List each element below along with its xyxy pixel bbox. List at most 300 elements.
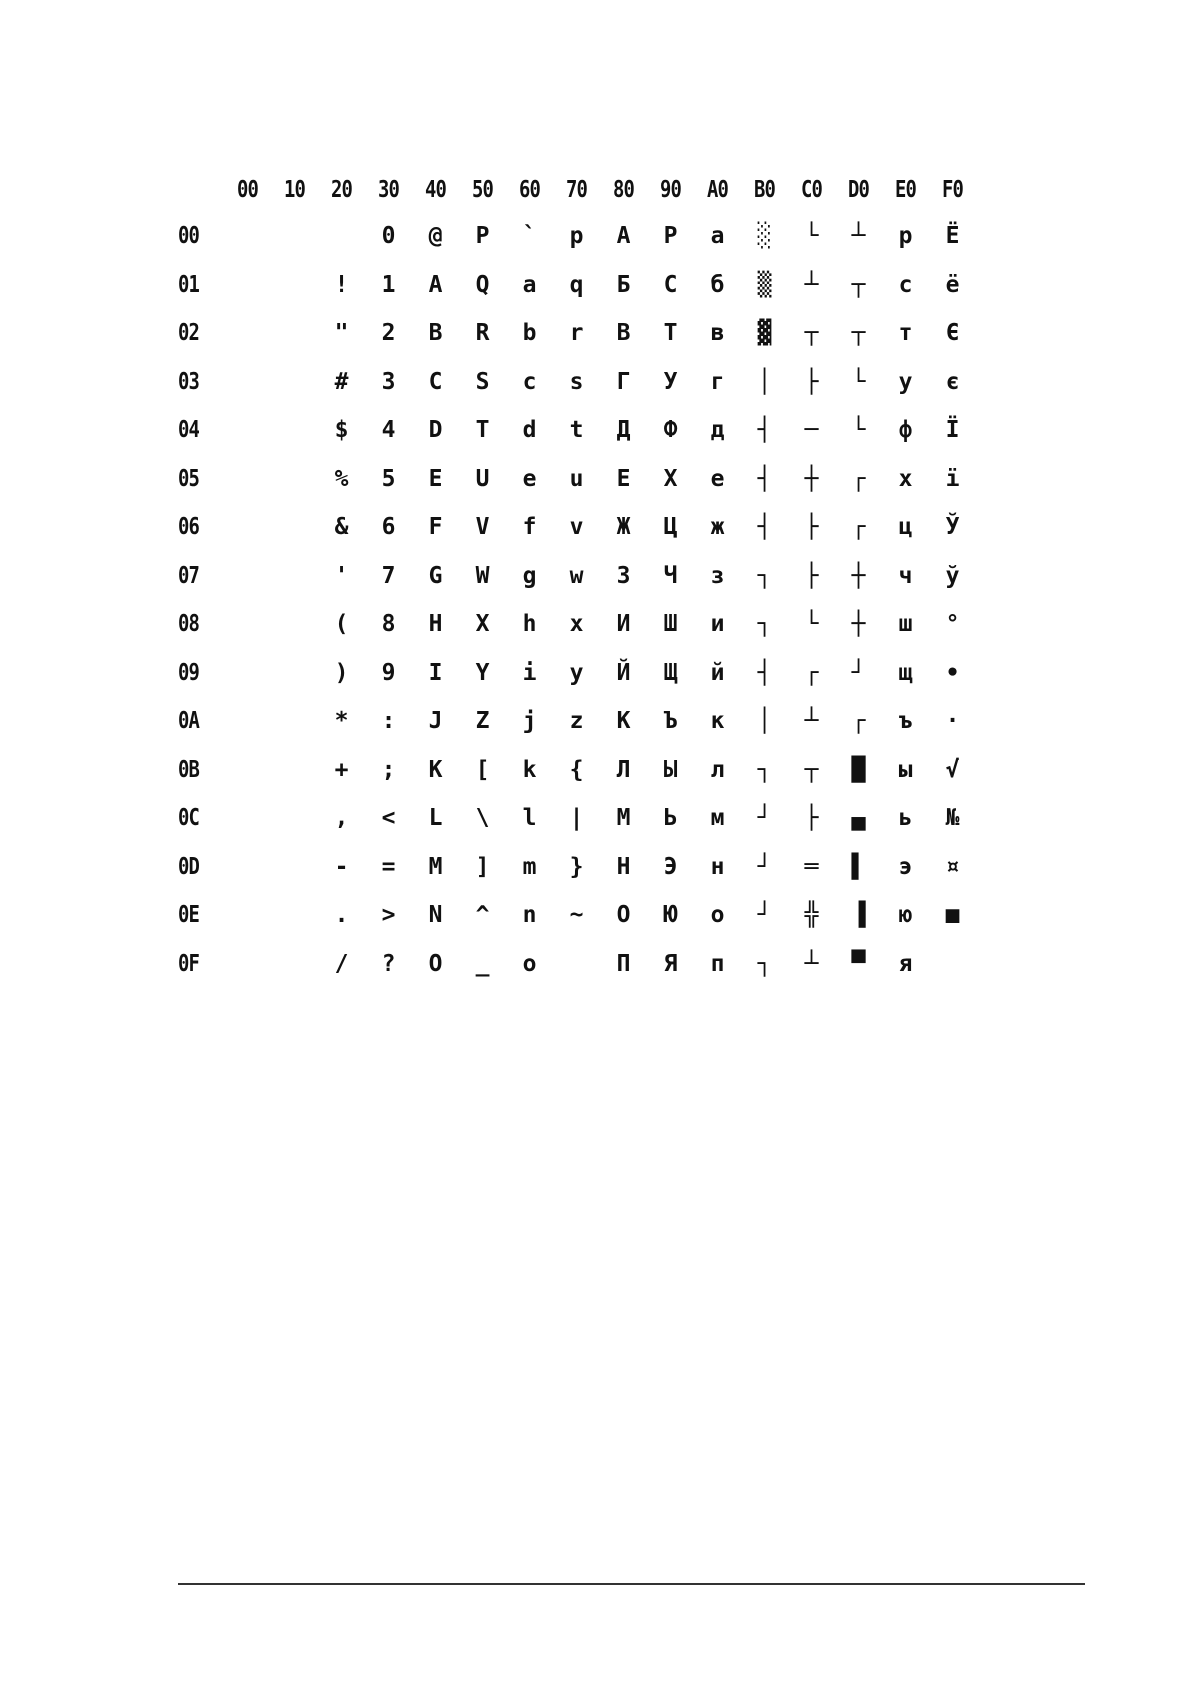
- character-cell: Y: [475, 659, 490, 686]
- character-cell: ┬: [851, 271, 866, 298]
- table-row: [178, 600, 976, 649]
- character-cell: H: [428, 611, 443, 638]
- row-header: 0A: [178, 708, 200, 735]
- character-cell: ▀: [851, 950, 866, 977]
- character-cell: М: [616, 805, 631, 832]
- character-cell: ┘: [757, 853, 772, 880]
- character-cell: П: [616, 950, 631, 977]
- character-cell: й: [710, 659, 725, 686]
- character-cell: .: [334, 902, 349, 929]
- character-cell: o: [522, 950, 537, 977]
- character-cell: [271, 697, 318, 746]
- character-code-table: [178, 168, 976, 988]
- character-cell: Є: [945, 320, 960, 347]
- character-cell: L: [428, 805, 443, 832]
- character-cell: s: [569, 368, 584, 395]
- character-cell: я: [898, 950, 913, 977]
- character-cell: 6: [381, 514, 396, 541]
- character-cell: о: [710, 902, 725, 929]
- character-cell: ├: [804, 368, 819, 395]
- table-row: [178, 503, 976, 552]
- character-cell: ё: [945, 271, 960, 298]
- character-cell: Х: [663, 465, 678, 492]
- character-cell: [224, 406, 271, 455]
- character-cell: ф: [898, 417, 913, 444]
- character-cell: └: [804, 223, 819, 250]
- character-cell: │: [757, 708, 772, 735]
- character-cell: t: [569, 417, 584, 444]
- character-cell: y: [569, 659, 584, 686]
- character-cell: ┴: [804, 950, 819, 977]
- row-header: 03: [178, 368, 200, 395]
- character-cell: j: [522, 708, 537, 735]
- character-cell: @: [428, 223, 443, 250]
- character-cell: g: [522, 562, 537, 589]
- character-cell: Б: [616, 271, 631, 298]
- character-cell: [224, 600, 271, 649]
- table-row: [178, 212, 976, 261]
- column-header: 10: [283, 177, 306, 203]
- character-cell: W: [475, 562, 490, 589]
- character-cell: [553, 940, 600, 989]
- character-cell: [224, 794, 271, 843]
- column-header: 70: [565, 177, 588, 203]
- character-cell: Ч: [663, 562, 678, 589]
- column-header: 80: [612, 177, 635, 203]
- character-cell: K: [428, 756, 443, 783]
- character-cell: G: [428, 562, 443, 589]
- column-header: 90: [659, 177, 682, 203]
- row-header: 07: [178, 562, 200, 589]
- character-cell: ┘: [757, 805, 772, 832]
- character-cell: Я: [663, 950, 678, 977]
- character-cell: Л: [616, 756, 631, 783]
- character-cell: ┤: [757, 417, 772, 444]
- character-cell: I: [428, 659, 443, 686]
- character-cell: _: [475, 950, 490, 977]
- character-cell: ■: [945, 902, 960, 929]
- row-header: 00: [178, 223, 200, 250]
- character-cell: К: [616, 708, 631, 735]
- character-cell: <: [381, 805, 396, 832]
- table-row: [178, 552, 976, 601]
- character-cell: И: [616, 611, 631, 638]
- character-cell: ┐: [757, 756, 772, 783]
- character-cell: !: [334, 271, 349, 298]
- character-cell: Ы: [663, 756, 678, 783]
- character-cell: л: [710, 756, 725, 783]
- character-cell: 9: [381, 659, 396, 686]
- column-header: C0: [800, 177, 823, 203]
- table-row: [178, 794, 976, 843]
- row-header: 02: [178, 320, 200, 347]
- row-header: 09: [178, 659, 200, 686]
- character-cell: 4: [381, 417, 396, 444]
- character-cell: d: [522, 417, 537, 444]
- character-cell: ': [334, 562, 349, 589]
- character-cell: `: [522, 223, 537, 250]
- character-cell: S: [475, 368, 490, 395]
- character-cell: э: [898, 853, 913, 880]
- table-row: [178, 406, 976, 455]
- character-cell: Щ: [663, 659, 678, 686]
- row-header: 06: [178, 514, 200, 541]
- character-cell: [271, 940, 318, 989]
- character-cell: ы: [898, 756, 913, 783]
- character-cell: ▒: [757, 271, 772, 298]
- character-cell: -: [334, 853, 349, 880]
- character-cell: N: [428, 902, 443, 929]
- character-cell: [224, 891, 271, 940]
- character-cell: р: [898, 223, 913, 250]
- character-cell: └: [851, 368, 866, 395]
- character-cell: [271, 358, 318, 407]
- character-cell: [318, 212, 365, 261]
- character-cell: C: [428, 368, 443, 395]
- character-cell: [224, 309, 271, 358]
- character-cell: ,: [334, 805, 349, 832]
- character-cell: ^: [475, 902, 490, 929]
- character-cell: У: [663, 368, 678, 395]
- column-header: 40: [424, 177, 447, 203]
- row-header: 0D: [178, 853, 200, 880]
- row-header: 01: [178, 271, 200, 298]
- character-cell: [: [475, 756, 490, 783]
- character-cell: ?: [381, 950, 396, 977]
- character-cell: ;: [381, 756, 396, 783]
- character-cell: ▌: [851, 853, 866, 880]
- row-header: 0E: [178, 902, 200, 929]
- table-row: [178, 746, 976, 795]
- character-cell: з: [710, 562, 725, 589]
- character-cell: ┬: [851, 320, 866, 347]
- character-cell: ╬: [804, 902, 819, 929]
- character-cell: к: [710, 708, 725, 735]
- column-header: 50: [471, 177, 494, 203]
- character-cell: [271, 455, 318, 504]
- character-cell: ┴: [851, 223, 866, 250]
- character-cell: m: [522, 853, 537, 880]
- character-cell: $: [334, 417, 349, 444]
- character-cell: x: [569, 611, 584, 638]
- character-cell: p: [569, 223, 584, 250]
- character-cell: В: [616, 320, 631, 347]
- character-cell: 5: [381, 465, 396, 492]
- character-cell: ░: [757, 223, 772, 250]
- character-cell: P: [475, 223, 490, 250]
- character-cell: ъ: [898, 708, 913, 735]
- character-cell: ┼: [851, 611, 866, 638]
- character-cell: D: [428, 417, 443, 444]
- table-corner: [178, 168, 224, 212]
- character-cell: Э: [663, 853, 678, 880]
- character-cell: O: [428, 950, 443, 977]
- character-cell: О: [616, 902, 631, 929]
- character-cell: h: [522, 611, 537, 638]
- character-cell: ~: [569, 902, 584, 929]
- character-cell: :: [381, 708, 396, 735]
- character-cell: >: [381, 902, 396, 929]
- character-cell: f: [522, 514, 537, 541]
- character-cell: [224, 746, 271, 795]
- character-cell: •: [945, 659, 960, 686]
- character-cell: ї: [945, 465, 960, 492]
- character-cell: a: [522, 271, 537, 298]
- character-cell: &: [334, 514, 349, 541]
- character-cell: [271, 794, 318, 843]
- character-cell: Ё: [945, 223, 960, 250]
- character-cell: E: [428, 465, 443, 492]
- character-cell: [224, 455, 271, 504]
- character-cell: ═: [804, 853, 819, 880]
- character-cell: Ф: [663, 417, 678, 444]
- character-cell: С: [663, 271, 678, 298]
- character-cell: ┌: [851, 514, 866, 541]
- table-row: [178, 261, 976, 310]
- character-cell: [929, 940, 976, 989]
- character-cell: а: [710, 223, 725, 250]
- character-cell: ў: [945, 562, 960, 589]
- character-cell: ▐: [851, 902, 866, 929]
- character-cell: M: [428, 853, 443, 880]
- character-cell: Ў: [945, 514, 960, 541]
- character-cell: n: [522, 902, 537, 929]
- character-cell: є: [945, 368, 960, 395]
- character-cell: (: [334, 611, 349, 638]
- character-cell: с: [898, 271, 913, 298]
- character-cell: Ц: [663, 514, 678, 541]
- character-cell: 7: [381, 562, 396, 589]
- character-cell: ┐: [757, 562, 772, 589]
- character-cell: Ю: [663, 902, 678, 929]
- character-cell: ▓: [757, 320, 772, 347]
- row-header: 05: [178, 465, 200, 492]
- character-cell: \: [475, 805, 490, 832]
- character-cell: ]: [475, 853, 490, 880]
- character-cell: ш: [898, 611, 913, 638]
- row-header: 0C: [178, 805, 200, 832]
- column-header: F0: [941, 177, 964, 203]
- character-cell: м: [710, 805, 725, 832]
- character-cell: ┐: [757, 950, 772, 977]
- character-cell: Е: [616, 465, 631, 492]
- character-cell: ¤: [945, 853, 960, 880]
- column-header: 60: [518, 177, 541, 203]
- character-cell: °: [945, 611, 960, 638]
- character-cell: ┤: [757, 465, 772, 492]
- character-cell: [271, 843, 318, 892]
- character-cell: ┘: [851, 659, 866, 686]
- character-cell: З: [616, 562, 631, 589]
- table-row: [178, 309, 976, 358]
- character-cell: b: [522, 320, 537, 347]
- character-cell: [224, 843, 271, 892]
- character-cell: Т: [663, 320, 678, 347]
- character-cell: Ъ: [663, 708, 678, 735]
- footer-rule: [178, 1583, 1085, 1585]
- character-cell: |: [569, 805, 584, 832]
- character-cell: [271, 649, 318, 698]
- character-cell: ┐: [757, 611, 772, 638]
- character-cell: █: [851, 756, 866, 783]
- character-cell: [224, 552, 271, 601]
- character-cell: [224, 503, 271, 552]
- character-cell: ┴: [804, 271, 819, 298]
- character-cell: Ї: [945, 417, 960, 444]
- character-cell: c: [522, 368, 537, 395]
- character-cell: F: [428, 514, 443, 541]
- character-cell: [224, 261, 271, 310]
- character-cell: Ж: [616, 514, 631, 541]
- character-cell: [224, 649, 271, 698]
- character-cell: ┬: [804, 756, 819, 783]
- character-cell: }: [569, 853, 584, 880]
- character-cell: Q: [475, 271, 490, 298]
- character-cell: r: [569, 320, 584, 347]
- character-cell: [271, 406, 318, 455]
- row-header: 08: [178, 611, 200, 638]
- character-cell: ж: [710, 514, 725, 541]
- character-cell: ▄: [851, 805, 866, 832]
- character-cell: щ: [898, 659, 913, 686]
- character-cell: [271, 309, 318, 358]
- character-cell: Й: [616, 659, 631, 686]
- character-cell: Г: [616, 368, 631, 395]
- character-cell: ": [334, 320, 349, 347]
- character-cell: д: [710, 417, 725, 444]
- character-cell: е: [710, 465, 725, 492]
- table-row: [178, 891, 976, 940]
- character-cell: 0: [381, 223, 396, 250]
- character-cell: [271, 600, 318, 649]
- character-cell: =: [381, 853, 396, 880]
- character-cell: q: [569, 271, 584, 298]
- table-row: [178, 697, 976, 746]
- table-row: [178, 455, 976, 504]
- character-cell: ┤: [757, 514, 772, 541]
- character-cell: ч: [898, 562, 913, 589]
- character-cell: Ш: [663, 611, 678, 638]
- character-cell: T: [475, 417, 490, 444]
- character-cell: *: [334, 708, 349, 735]
- character-cell: [224, 940, 271, 989]
- column-header: 30: [377, 177, 400, 203]
- character-cell: J: [428, 708, 443, 735]
- character-cell: ├: [804, 805, 819, 832]
- character-cell: k: [522, 756, 537, 783]
- character-cell: +: [334, 756, 349, 783]
- table-body: [178, 212, 976, 988]
- character-cell: ┴: [804, 708, 819, 735]
- character-cell: ┌: [804, 659, 819, 686]
- character-cell: п: [710, 950, 725, 977]
- character-cell: √: [945, 756, 960, 783]
- table-header: [178, 168, 976, 212]
- character-cell: Р: [663, 223, 678, 250]
- character-cell: [271, 261, 318, 310]
- character-cell: [224, 212, 271, 261]
- character-cell: у: [898, 368, 913, 395]
- character-cell: 1: [381, 271, 396, 298]
- character-cell: #: [334, 368, 349, 395]
- column-header: D0: [847, 177, 870, 203]
- character-cell: [271, 212, 318, 261]
- character-cell: б: [710, 271, 725, 298]
- character-cell: А: [616, 223, 631, 250]
- character-cell: └: [804, 611, 819, 638]
- row-header: 04: [178, 417, 200, 444]
- character-cell: /: [334, 950, 349, 977]
- character-cell: в: [710, 320, 725, 347]
- character-cell: {: [569, 756, 584, 783]
- column-header: 20: [330, 177, 353, 203]
- character-cell: Д: [616, 417, 631, 444]
- character-cell: ─: [804, 417, 819, 444]
- character-cell: └: [851, 417, 866, 444]
- table-row: [178, 358, 976, 407]
- column-header-row: [178, 168, 976, 212]
- character-cell: [271, 552, 318, 601]
- character-cell: г: [710, 368, 725, 395]
- character-cell: ┼: [804, 465, 819, 492]
- character-cell: U: [475, 465, 490, 492]
- character-cell: и: [710, 611, 725, 638]
- character-cell: ┼: [851, 562, 866, 589]
- row-header: 0B: [178, 756, 200, 783]
- table-row: [178, 940, 976, 989]
- column-header: B0: [753, 177, 776, 203]
- character-cell: №: [945, 805, 960, 832]
- character-cell: Н: [616, 853, 631, 880]
- character-cell: 2: [381, 320, 396, 347]
- character-cell: l: [522, 805, 537, 832]
- column-header: A0: [706, 177, 729, 203]
- character-cell: ┤: [757, 659, 772, 686]
- character-cell: ┘: [757, 902, 772, 929]
- character-cell: X: [475, 611, 490, 638]
- character-cell: [224, 358, 271, 407]
- character-cell: ├: [804, 514, 819, 541]
- character-cell: %: [334, 465, 349, 492]
- character-cell: Z: [475, 708, 490, 735]
- character-cell: R: [475, 320, 490, 347]
- character-cell: ·: [945, 708, 960, 735]
- character-cell: │: [757, 368, 772, 395]
- character-cell: u: [569, 465, 584, 492]
- character-cell: z: [569, 708, 584, 735]
- character-cell: т: [898, 320, 913, 347]
- character-cell: B: [428, 320, 443, 347]
- column-header: E0: [894, 177, 917, 203]
- character-cell: i: [522, 659, 537, 686]
- character-cell: 3: [381, 368, 396, 395]
- character-cell: V: [475, 514, 490, 541]
- character-cell: ь: [898, 805, 913, 832]
- character-cell: [271, 746, 318, 795]
- row-header: 0F: [178, 950, 200, 977]
- character-cell: e: [522, 465, 537, 492]
- character-cell: ): [334, 659, 349, 686]
- character-cell: [271, 891, 318, 940]
- character-cell: [224, 697, 271, 746]
- character-cell: A: [428, 271, 443, 298]
- character-cell: w: [569, 562, 584, 589]
- character-cell: ┬: [804, 320, 819, 347]
- table-row: [178, 649, 976, 698]
- character-cell: v: [569, 514, 584, 541]
- character-cell: ц: [898, 514, 913, 541]
- character-cell: н: [710, 853, 725, 880]
